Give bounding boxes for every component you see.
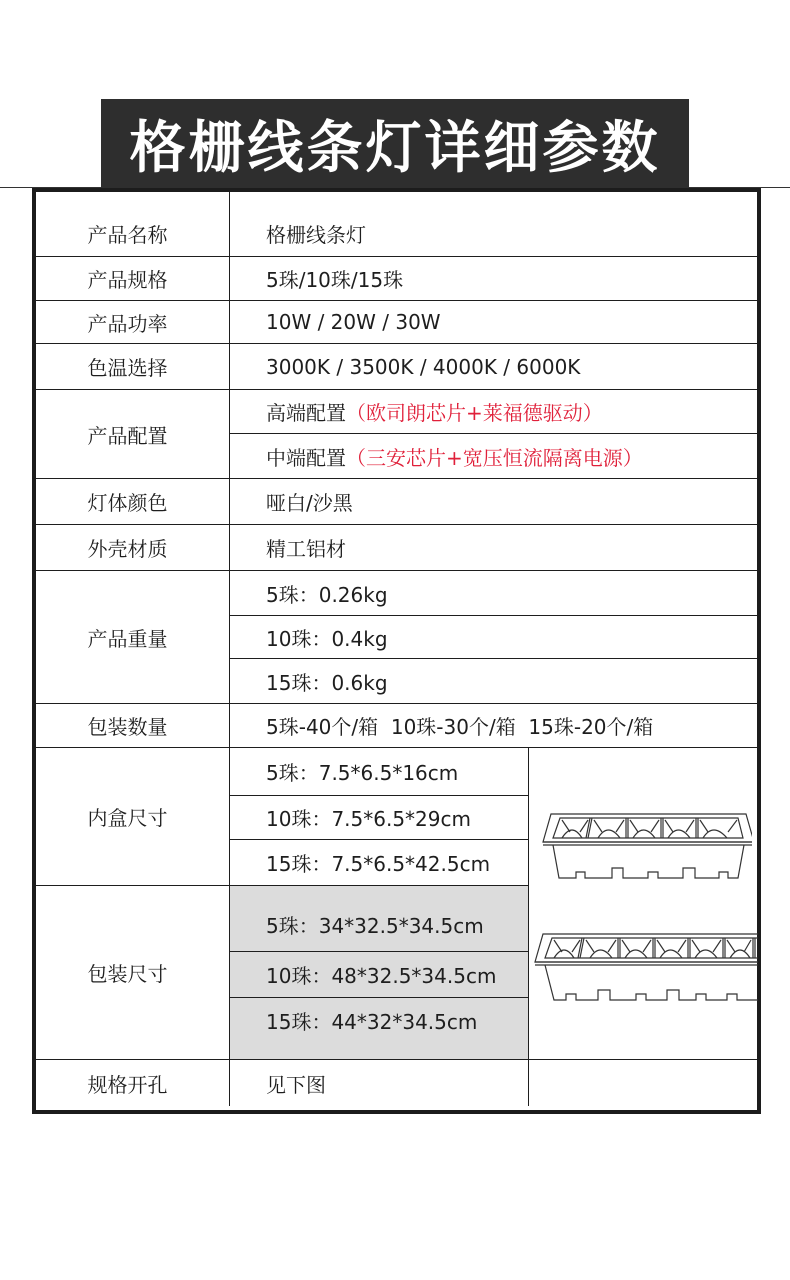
- label-housing: 外壳材质: [87, 537, 168, 561]
- grille-light-5-head-illustration: [542, 812, 752, 882]
- title-banner: [101, 99, 689, 188]
- label-inner-box: 内盒尺寸: [87, 806, 168, 830]
- image-column-divider: [528, 747, 529, 1106]
- value-inner-box-10: 10珠：7.5*6.5*29cm: [266, 807, 471, 831]
- value-weight-15: 15珠：0.6kg: [266, 670, 388, 695]
- value-package-15: 15珠：44*32*34.5cm: [266, 1010, 478, 1034]
- label-weight: 产品重量: [87, 626, 168, 651]
- value-power: 10W / 20W / 30W: [266, 310, 441, 334]
- value-cutout: 见下图: [266, 1072, 326, 1097]
- config-high-prefix: 高端配置: [266, 401, 346, 425]
- value-body-color: 哑白/沙黑: [266, 491, 353, 515]
- page-title: 格栅线条灯详细参数: [129, 115, 661, 181]
- label-pack-qty: 包装数量: [87, 715, 168, 739]
- value-weight-5: 5珠：0.26kg: [266, 582, 388, 607]
- value-weight-10: 10珠：0.4kg: [266, 626, 388, 651]
- value-package-10: 10珠：48*32.5*34.5cm: [266, 964, 497, 988]
- label-color-temp: 色温选择: [87, 356, 168, 380]
- value-pack-qty: 5珠-40个/箱 10珠-30个/箱 15珠-20个/箱: [266, 715, 654, 739]
- value-product-name: 格栅线条灯: [266, 222, 366, 247]
- label-spec: 产品规格: [87, 268, 168, 292]
- value-housing: 精工铝材: [266, 537, 346, 561]
- config-mid-prefix: 中端配置: [266, 445, 346, 470]
- value-spec: 5珠/10珠/15珠: [266, 268, 404, 292]
- value-inner-box-15: 15珠：7.5*6.5*42.5cm: [266, 852, 491, 876]
- config-high-detail: （欧司朗芯片+莱福德驱动）: [346, 401, 603, 425]
- label-config: 产品配置: [87, 423, 168, 448]
- label-product-name: 产品名称: [87, 222, 168, 247]
- spec-table: [32, 188, 761, 1114]
- value-config-mid: [230, 434, 757, 478]
- config-mid-detail: （三安芯片+宽压恒流隔离电源）: [346, 445, 643, 470]
- value-color-temp: 3000K / 3500K / 4000K / 6000K: [266, 354, 581, 379]
- label-package-size: 包装尺寸: [87, 962, 168, 986]
- label-cutout: 规格开孔: [87, 1072, 168, 1097]
- label-power: 产品功率: [87, 311, 168, 336]
- grille-light-10-head-illustration: [534, 932, 758, 1006]
- value-inner-box-5: 5珠：7.5*6.5*16cm: [266, 761, 459, 785]
- value-config-high: [230, 390, 757, 433]
- label-body-color: 灯体颜色: [87, 491, 168, 515]
- value-package-5: 5珠：34*32.5*34.5cm: [266, 914, 484, 938]
